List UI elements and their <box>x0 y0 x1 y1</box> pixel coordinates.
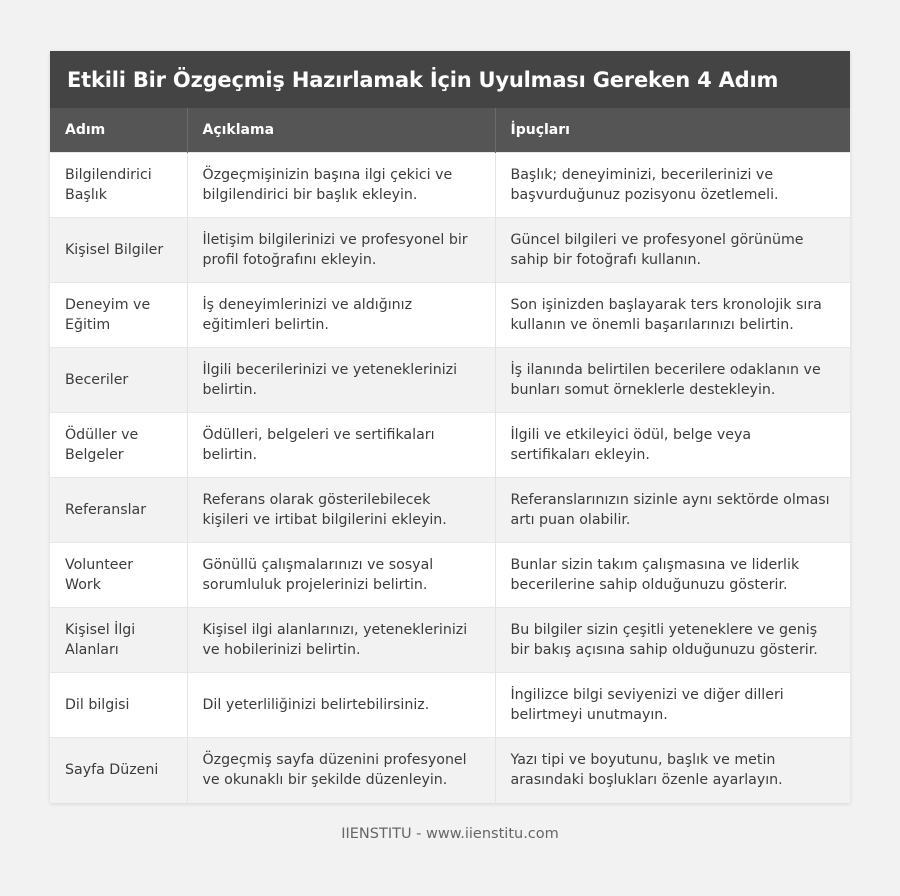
table-row <box>50 413 850 478</box>
column-header-description: Açıklama <box>187 108 495 153</box>
steps-table <box>50 108 850 803</box>
cell-step: Ödüller ve Belgeler <box>50 413 187 478</box>
cell-description: Ödülleri, belgeleri ve sertifikaları belirtin. <box>187 413 495 478</box>
table-row <box>50 348 850 413</box>
cell-tips: Son işinizden başlayarak ters kronolojik sıra kullanın ve önemli başarılarınızı belirtin. <box>495 283 850 348</box>
cell-tips: Referanslarınızın sizinle aynı sektörde olması artı puan olabilir. <box>495 478 850 543</box>
footer-credit: IIENSTITU - www.iienstitu.com <box>341 826 559 842</box>
cell-step: Deneyim ve Eğitim <box>50 283 187 348</box>
table-row <box>50 543 850 608</box>
table-header-row <box>50 108 850 153</box>
cell-description: Özgeçmişinizin başına ilgi çekici ve bilgilendirici bir başlık ekleyin. <box>187 153 495 218</box>
cell-tips: İlgili ve etkileyici ödül, belge veya sertifikaları ekleyin. <box>495 413 850 478</box>
table-row <box>50 608 850 673</box>
cell-tips: Başlık; deneyiminizi, becerilerinizi ve başvurduğunuz pozisyonu özetlemeli. <box>495 153 850 218</box>
cell-step: Bilgilendirici Başlık <box>50 153 187 218</box>
cell-step: Beceriler <box>50 348 187 413</box>
page-title: Etkili Bir Özgeçmiş Hazırlamak İçin Uyulması Gereken 4 Adım <box>67 67 779 92</box>
cell-step: Sayfa Düzeni <box>50 738 187 803</box>
cell-description: İş deneyimlerinizi ve aldığınız eğitimleri belirtin. <box>187 283 495 348</box>
cell-tips: İngilizce bilgi seviyenizi ve diğer dilleri belirtmeyi unutmayın. <box>495 673 850 738</box>
cell-description: Referans olarak gösterilebilecek kişileri ve irtibat bilgilerini ekleyin. <box>187 478 495 543</box>
table-row <box>50 738 850 803</box>
title-bar <box>50 51 850 108</box>
cell-step: Referanslar <box>50 478 187 543</box>
table-row <box>50 153 850 218</box>
cell-description: Özgeçmiş sayfa düzenini profesyonel ve okunaklı bir şekilde düzenleyin. <box>187 738 495 803</box>
cell-step: Dil bilgisi <box>50 673 187 738</box>
cell-description: İletişim bilgilerinizi ve profesyonel bir profil fotoğrafını ekleyin. <box>187 218 495 283</box>
table-card <box>50 51 850 803</box>
table-row <box>50 218 850 283</box>
table-row <box>50 283 850 348</box>
cell-tips: İş ilanında belirtilen becerilere odaklanın ve bunları somut örneklerle destekleyin. <box>495 348 850 413</box>
cell-tips: Güncel bilgileri ve profesyonel görünüme sahip bir fotoğrafı kullanın. <box>495 218 850 283</box>
cell-step: Kişisel İlgi Alanları <box>50 608 187 673</box>
table-row <box>50 673 850 738</box>
cell-description: Kişisel ilgi alanlarınızı, yeteneklerinizi ve hobilerinizi belirtin. <box>187 608 495 673</box>
cell-description: Dil yeterliliğinizi belirtebilirsiniz. <box>187 673 495 738</box>
cell-tips: Bu bilgiler sizin çeşitli yeteneklere ve geniş bir bakış açısına sahip olduğunuzu gösterir. <box>495 608 850 673</box>
cell-tips: Yazı tipi ve boyutunu, başlık ve metin arasındaki boşlukları özenle ayarlayın. <box>495 738 850 803</box>
cell-description: İlgili becerilerinizi ve yeteneklerinizi belirtin. <box>187 348 495 413</box>
cell-step: Kişisel Bilgiler <box>50 218 187 283</box>
column-header-tips: İpuçları <box>495 108 850 153</box>
cell-description: Gönüllü çalışmalarınızı ve sosyal sorumluluk projelerinizi belirtin. <box>187 543 495 608</box>
column-header-step: Adım <box>50 108 187 153</box>
cell-tips: Bunlar sizin takım çalışmasına ve liderlik becerilerine sahip olduğunuzu gösterir. <box>495 543 850 608</box>
table-row <box>50 478 850 543</box>
cell-step: Volunteer Work <box>50 543 187 608</box>
